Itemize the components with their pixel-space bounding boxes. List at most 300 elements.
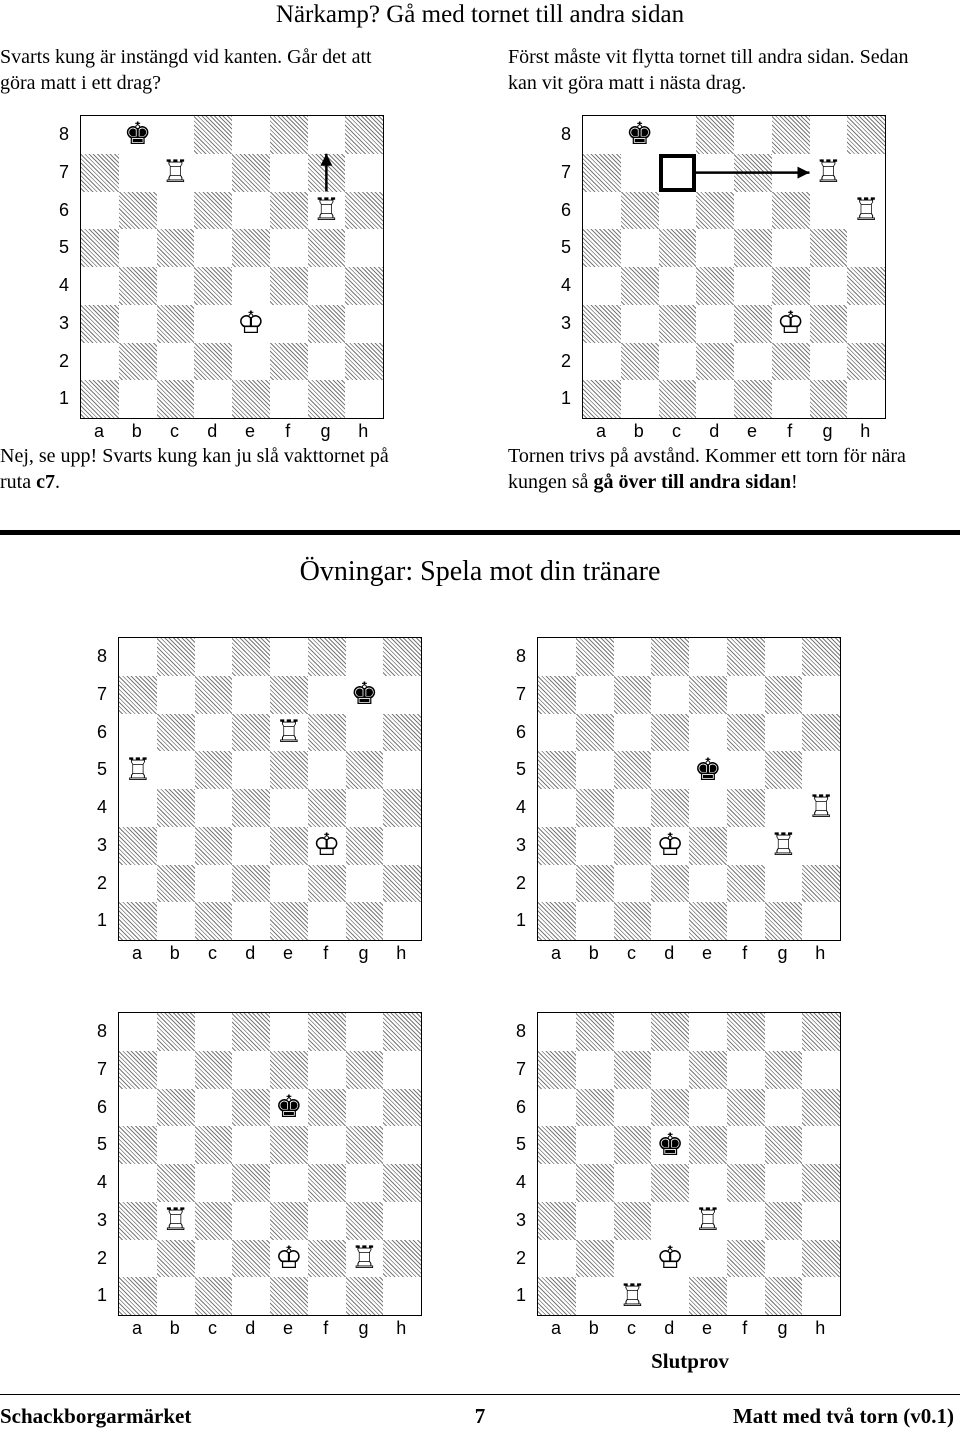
square-g4 [765,1164,803,1202]
intro-right-line-1: Först måste vit flytta tornet till andra sidan. Sedan [508,46,909,68]
square-h1 [802,1277,840,1315]
square-d7 [651,676,689,714]
square-a1 [538,902,576,940]
square-h2 [802,1240,840,1278]
rank-label-8: 8 [96,1021,107,1041]
rank-label-7: 7 [515,683,526,704]
square-b1 [157,902,195,940]
square-h5 [802,1126,840,1164]
square-g2 [765,865,803,903]
rank-label-8: 8 [515,1021,526,1041]
square-h5 [383,1126,421,1164]
square-f7 [727,1051,765,1089]
file-label-g: g [358,1318,369,1338]
rank-label-3: 3 [515,834,526,855]
file-label-g: g [358,943,369,963]
square-g4 [346,789,384,827]
square-a8 [538,1013,576,1051]
square-a8 [119,1013,157,1051]
file-label-a: a [550,1318,561,1338]
square-a1 [119,1277,157,1315]
square-h8 [383,1013,421,1051]
square-b5 [157,1126,195,1164]
square-b6 [576,1089,614,1127]
file-label-h: h [815,1318,826,1338]
intro-left [0,44,470,96]
caption-right-line-1: Tornen trivs på avstånd. Kommer ett torn för nära [508,445,906,467]
square-h5 [383,751,421,789]
square-g6 [346,1089,384,1127]
square-h2 [383,1240,421,1278]
square-g8 [765,638,803,676]
square-d4 [651,789,689,827]
rank-label-2: 2 [96,872,107,893]
square-e5 [689,1126,727,1164]
white-rook-icon: ♖ [157,154,195,192]
square-d6 [232,1089,270,1127]
square-c6 [195,1089,233,1127]
rank-label-3: 3 [560,312,571,333]
square-g7 [765,1051,803,1089]
rank-label-3: 3 [96,834,107,855]
white-rook-icon: ♖ [346,1240,384,1278]
square-b1 [576,902,614,940]
square-a4 [119,1164,157,1202]
file-label-d: d [664,1318,675,1338]
square-f1 [308,902,346,940]
white-rook-icon: ♖ [810,154,848,192]
white-rook-icon: ♖ [270,714,308,752]
square-h3 [383,1202,421,1240]
file-label-f: f [742,943,748,963]
rank-label-2: 2 [58,350,69,371]
square-a7 [119,676,157,714]
rank-label-1: 1 [96,910,107,931]
rank-label-7: 7 [96,1058,107,1079]
square-f8 [727,1013,765,1051]
square-e8 [270,1013,308,1051]
rank-label-7: 7 [560,161,571,182]
square-h7 [802,676,840,714]
square-e8 [689,1013,727,1051]
file-label-a: a [131,943,142,963]
black-king-icon: ♚ [621,116,659,154]
caption-left-line-2 [0,469,470,495]
square-c1 [195,1277,233,1315]
square-g8 [765,1013,803,1051]
white-rook-icon: ♖ [119,751,157,789]
file-label-h: h [860,421,871,441]
square-d6 [232,714,270,752]
file-label-d: d [664,943,675,963]
file-label-g: g [320,421,331,441]
file-label-d: d [207,421,218,441]
chess-board-exercise-1 [118,637,422,941]
rank-label-2: 2 [560,350,571,371]
square-f7 [308,1051,346,1089]
square-g5 [346,1126,384,1164]
file-label-d: d [245,943,256,963]
square-b2 [157,865,195,903]
caption-left-line-1: Nej, se upp! Svarts kung kan ju slå vakttornet på [0,445,389,467]
square-d1 [651,902,689,940]
square-e1 [689,902,727,940]
caption-left [0,443,470,495]
footer-divider [0,1394,960,1395]
square-a6 [538,714,576,752]
square-f5 [727,1126,765,1164]
file-label-b: b [131,421,142,441]
square-c8 [195,1013,233,1051]
square-e8 [689,638,727,676]
square-f4 [308,1164,346,1202]
square-f6 [308,714,346,752]
square-d8 [232,638,270,676]
square-d3 [651,1202,689,1240]
file-label-b: b [169,1318,180,1338]
square-d2 [232,1240,270,1278]
final-exam-label: Slutprov [651,1349,729,1373]
rank-label-8: 8 [96,646,107,666]
square-f1 [308,1277,346,1315]
file-label-e: e [244,421,255,441]
square-h3 [383,827,421,865]
file-label-h: h [396,943,407,963]
square-a8 [119,638,157,676]
square-d3 [232,827,270,865]
square-e7 [689,676,727,714]
square-h4 [383,1164,421,1202]
square-a2 [119,865,157,903]
square-c5 [614,1126,652,1164]
square-d5 [651,751,689,789]
square-g6 [765,1089,803,1127]
square-c3 [614,827,652,865]
black-king-icon: ♚ [689,751,727,789]
square-f3 [727,827,765,865]
square-e7 [270,676,308,714]
square-h8 [802,1013,840,1051]
arrow-head [320,154,332,166]
square-c4 [195,1164,233,1202]
move-arrow [583,116,885,418]
square-a5 [119,1126,157,1164]
square-d4 [232,1164,270,1202]
square-h6 [802,1089,840,1127]
intro-left-line-2: göra matt i ett drag? [0,72,162,94]
square-f3 [308,1202,346,1240]
square-a4 [538,789,576,827]
black-king-icon: ♚ [346,676,384,714]
rank-label-6: 6 [96,1096,107,1117]
rank-label-2: 2 [96,1247,107,1268]
file-label-b: b [169,943,180,963]
square-e1 [689,1277,727,1315]
square-g2 [346,865,384,903]
section-divider [0,530,960,535]
square-g4 [765,789,803,827]
square-h1 [383,1277,421,1315]
square-f8 [727,638,765,676]
rank-label-1: 1 [96,1285,107,1306]
square-f2 [727,865,765,903]
rank-label-1: 1 [515,910,526,931]
square-e8 [270,638,308,676]
white-king-icon: ♔ [772,305,810,343]
square-e2 [689,1240,727,1278]
square-c4 [195,789,233,827]
file-label-b: b [588,1318,599,1338]
black-king-icon: ♚ [651,1126,689,1164]
square-c2 [614,865,652,903]
square-c8 [195,638,233,676]
file-label-a: a [595,421,606,441]
square-b7 [157,676,195,714]
caption-left-post: . [54,471,60,493]
square-g1 [765,1277,803,1315]
square-a2 [119,1240,157,1278]
square-h6 [383,714,421,752]
square-f8 [308,638,346,676]
file-label-c: c [627,1318,636,1338]
file-label-g: g [777,943,788,963]
chess-board-example-1 [80,115,384,419]
rank-label-5: 5 [515,759,526,780]
square-a1 [538,1277,576,1315]
rank-label-5: 5 [560,237,571,258]
rank-label-6: 6 [515,1096,526,1117]
square-e1 [270,1277,308,1315]
file-label-c: c [208,1318,217,1338]
arrow-head [798,167,810,179]
rank-label-5: 5 [58,237,69,258]
square-h6 [802,714,840,752]
rank-label-4: 4 [96,1172,107,1192]
square-b5 [576,1126,614,1164]
white-rook-icon: ♖ [847,192,885,230]
square-b3 [576,1202,614,1240]
rank-label-7: 7 [515,1058,526,1079]
file-label-b: b [588,943,599,963]
black-king-icon: ♚ [270,1089,308,1127]
square-g1 [346,902,384,940]
square-e4 [270,789,308,827]
rank-label-6: 6 [58,199,69,220]
rank-label-5: 5 [96,1134,107,1155]
rank-label-3: 3 [515,1209,526,1230]
rank-label-5: 5 [515,1134,526,1155]
square-d2 [232,865,270,903]
square-d5 [232,1126,270,1164]
square-a2 [538,865,576,903]
white-king-icon: ♔ [270,1240,308,1278]
square-d3 [232,1202,270,1240]
square-b1 [576,1277,614,1315]
rank-label-2: 2 [515,872,526,893]
square-c7 [195,1051,233,1089]
file-label-h: h [396,1318,407,1338]
square-f6 [308,1089,346,1127]
square-c8 [614,638,652,676]
square-d5 [232,751,270,789]
file-label-f: f [742,1318,748,1338]
square-f4 [727,1164,765,1202]
file-label-g: g [777,1318,788,1338]
square-b6 [157,714,195,752]
square-c5 [195,751,233,789]
square-f6 [727,714,765,752]
square-c6 [614,714,652,752]
square-a7 [538,1051,576,1089]
square-e4 [270,1164,308,1202]
square-e3 [689,827,727,865]
white-rook-icon: ♖ [308,192,346,230]
file-label-c: c [208,943,217,963]
square-c7 [195,676,233,714]
rank-label-6: 6 [560,199,571,220]
square-g3 [765,1202,803,1240]
square-b3 [157,827,195,865]
square-d6 [651,1089,689,1127]
white-rook-icon: ♖ [765,827,803,865]
square-c1 [195,902,233,940]
square-a3 [119,827,157,865]
intro-right [508,44,960,96]
rank-label-3: 3 [58,312,69,333]
square-b2 [157,1240,195,1278]
file-label-b: b [633,421,644,441]
square-h3 [802,827,840,865]
square-b4 [157,1164,195,1202]
file-label-a: a [93,421,104,441]
black-king-icon: ♚ [119,116,157,154]
caption-left-pre: ruta [0,471,37,493]
square-g3 [346,827,384,865]
square-d7 [232,676,270,714]
rank-label-5: 5 [96,759,107,780]
square-d1 [232,1277,270,1315]
square-d8 [232,1013,270,1051]
footer-right: Matt med två torn (v0.1) [732,1404,954,1428]
white-king-icon: ♔ [232,305,270,343]
file-label-c: c [672,421,681,441]
white-king-icon: ♔ [651,827,689,865]
rank-label-4: 4 [515,797,526,817]
file-label-h: h [815,943,826,963]
rank-label-8: 8 [58,124,69,144]
file-label-e: e [701,943,712,963]
square-a6 [538,1089,576,1127]
square-b5 [576,751,614,789]
square-a7 [119,1051,157,1089]
rank-label-6: 6 [96,721,107,742]
file-label-d: d [709,421,720,441]
square-d1 [232,902,270,940]
square-c7 [614,1051,652,1089]
square-c8 [614,1013,652,1051]
rank-label-2: 2 [515,1247,526,1268]
square-d7 [232,1051,270,1089]
square-c5 [195,1126,233,1164]
square-f4 [308,789,346,827]
square-c6 [614,1089,652,1127]
white-rook-icon: ♖ [689,1202,727,1240]
square-a2 [538,1240,576,1278]
square-b6 [157,1089,195,1127]
footer-page-number: 7 [474,1404,486,1428]
file-label-h: h [358,421,369,441]
file-label-e: e [701,1318,712,1338]
square-a3 [119,1202,157,1240]
square-b2 [576,1240,614,1278]
square-g1 [346,1277,384,1315]
square-f1 [727,902,765,940]
move-arrow [81,116,383,418]
caption-right-emphasis: gå över till andra sidan [593,471,791,493]
square-h2 [802,865,840,903]
square-c6 [195,714,233,752]
caption-right [508,443,960,495]
square-g8 [346,1013,384,1051]
square-c3 [614,1202,652,1240]
square-g7 [346,1051,384,1089]
caption-right-line-2 [508,469,960,495]
square-h2 [383,865,421,903]
white-rook-icon: ♖ [802,789,840,827]
rank-label-1: 1 [560,388,571,409]
chess-board-exercise-4 [537,1012,841,1316]
square-a3 [538,827,576,865]
file-label-e: e [282,943,293,963]
square-e7 [270,1051,308,1089]
rank-label-1: 1 [515,1285,526,1306]
file-label-f: f [323,1318,329,1338]
square-f2 [308,1240,346,1278]
square-f5 [727,751,765,789]
square-a4 [119,789,157,827]
file-label-f: f [787,421,793,441]
square-e5 [270,751,308,789]
caption-left-square: c7 [36,471,55,493]
file-label-c: c [170,421,179,441]
square-b4 [157,789,195,827]
square-e6 [689,714,727,752]
rank-label-4: 4 [515,1172,526,1192]
square-f2 [727,1240,765,1278]
white-rook-icon: ♖ [614,1277,652,1315]
square-h6 [383,1089,421,1127]
square-b8 [157,1013,195,1051]
square-c7 [614,676,652,714]
square-f7 [727,676,765,714]
square-d2 [651,865,689,903]
intro-right-line-2: kan vit göra matt i nästa drag. [508,72,747,94]
square-a5 [538,751,576,789]
square-d8 [651,638,689,676]
square-b8 [157,638,195,676]
rank-label-4: 4 [560,275,571,295]
square-g5 [765,1126,803,1164]
square-h5 [802,751,840,789]
square-f1 [727,1277,765,1315]
square-g2 [765,1240,803,1278]
square-h4 [383,789,421,827]
file-label-g: g [822,421,833,441]
file-label-e: e [746,421,757,441]
square-f2 [308,865,346,903]
square-e7 [689,1051,727,1089]
square-c3 [195,1202,233,1240]
